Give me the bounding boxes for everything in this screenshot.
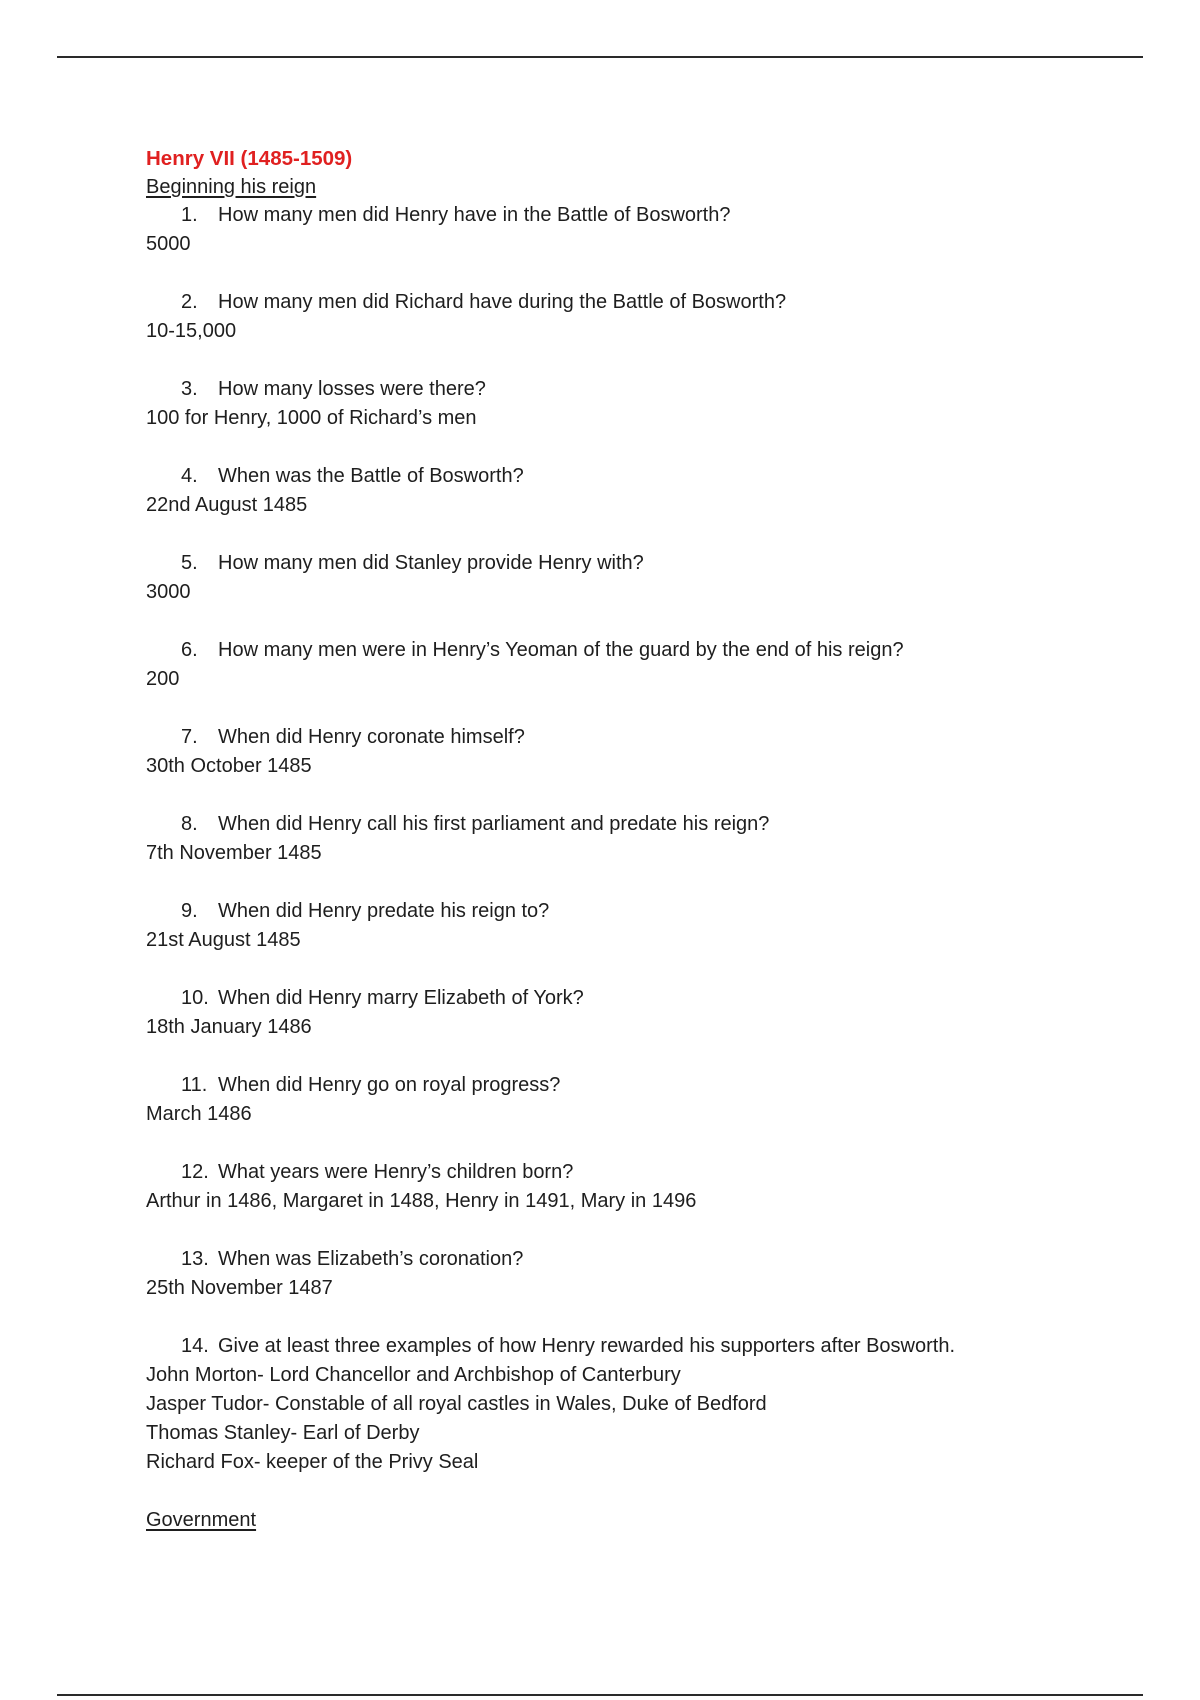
question — [146, 810, 1146, 839]
answer: 100 for Henry, 1000 of Richard’s men — [146, 407, 477, 429]
question-block — [146, 288, 1146, 346]
question-text: When was Elizabeth’s coronation? — [218, 1248, 524, 1270]
question-block — [146, 810, 1146, 868]
question-number: 12. — [181, 1161, 209, 1183]
answer: 18th January 1486 — [146, 1016, 312, 1038]
question-text: When did Henry call his first parliament and predate his reign? — [218, 813, 770, 835]
section-heading-beginning: Beginning his reign — [146, 176, 317, 198]
question — [146, 636, 1146, 665]
answer: 7th November 1485 — [146, 842, 322, 864]
document-title: Henry VII (1485-1509) — [146, 147, 353, 170]
answer: March 1486 — [146, 1103, 252, 1125]
question — [146, 1332, 1146, 1361]
question-number: 9. — [181, 900, 198, 922]
question — [146, 201, 1146, 230]
answer: 5000 — [146, 233, 191, 255]
question-text: How many men did Henry have in the Battle of Bosworth? — [218, 204, 731, 226]
question-text: How many men did Richard have during the Battle of Bosworth? — [218, 291, 787, 313]
answer: 21st August 1485 — [146, 929, 301, 951]
question-text: How many men were in Henry’s Yeoman of the guard by the end of his reign? — [218, 639, 904, 661]
question-block — [146, 723, 1146, 781]
question-text: When did Henry predate his reign to? — [218, 900, 550, 922]
question — [146, 984, 1146, 1013]
footer-rule — [57, 1694, 1143, 1696]
question-number: 14. — [181, 1335, 209, 1357]
answer: 200 — [146, 668, 180, 690]
question-number: 5. — [181, 552, 198, 574]
question-block — [146, 462, 1146, 520]
question-text: When did Henry go on royal progress? — [218, 1074, 561, 1096]
question — [146, 1245, 1146, 1274]
question-block — [146, 549, 1146, 607]
question-block — [146, 1332, 1146, 1477]
document-body — [146, 145, 1146, 1534]
question — [146, 288, 1146, 317]
question-list — [146, 201, 1146, 1477]
answer: Arthur in 1486, Margaret in 1488, Henry in 1491, Mary in 1496 — [146, 1190, 697, 1212]
question-text: How many men did Stanley provide Henry with? — [218, 552, 644, 574]
question-text: When did Henry coronate himself? — [218, 726, 525, 748]
answer: Richard Fox- keeper of the Privy Seal — [146, 1451, 479, 1473]
question-block — [146, 636, 1146, 694]
question-text: Give at least three examples of how Henry rewarded his supporters after Bosworth. — [218, 1335, 956, 1357]
question-number: 8. — [181, 813, 198, 835]
question — [146, 462, 1146, 491]
question-number: 11. — [181, 1074, 208, 1096]
question-number: 1. — [181, 204, 198, 226]
answer: 30th October 1485 — [146, 755, 312, 777]
question-number: 4. — [181, 465, 198, 487]
question-number: 7. — [181, 726, 198, 748]
question-number: 3. — [181, 378, 198, 400]
question-number: 13. — [181, 1248, 209, 1270]
answer: 25th November 1487 — [146, 1277, 333, 1299]
question-text: How many losses were there? — [218, 378, 486, 400]
question-block — [146, 897, 1146, 955]
question — [146, 549, 1146, 578]
question — [146, 1158, 1146, 1187]
question-block — [146, 1071, 1146, 1129]
question — [146, 897, 1146, 926]
question-number: 2. — [181, 291, 198, 313]
question-text: What years were Henry’s children born? — [218, 1161, 574, 1183]
question-text: When was the Battle of Bosworth? — [218, 465, 524, 487]
question-block — [146, 201, 1146, 259]
answer: 22nd August 1485 — [146, 494, 308, 516]
question-text: When did Henry marry Elizabeth of York? — [218, 987, 584, 1009]
question-block — [146, 984, 1146, 1042]
answer: Jasper Tudor- Constable of all royal castles in Wales, Duke of Bedford — [146, 1393, 767, 1415]
question-number: 6. — [181, 639, 198, 661]
question-number: 10. — [181, 987, 209, 1009]
question-block — [146, 1158, 1146, 1216]
answer: Thomas Stanley- Earl of Derby — [146, 1422, 420, 1444]
question-block — [146, 1245, 1146, 1303]
answer: 3000 — [146, 581, 191, 603]
question-block — [146, 375, 1146, 433]
answer: 10-15,000 — [146, 320, 237, 342]
question — [146, 1071, 1146, 1100]
question — [146, 723, 1146, 752]
section-heading-government: Government — [146, 1509, 257, 1531]
question — [146, 375, 1146, 404]
header-rule — [57, 56, 1143, 58]
answer: John Morton- Lord Chancellor and Archbishop of Canterbury — [146, 1364, 681, 1386]
